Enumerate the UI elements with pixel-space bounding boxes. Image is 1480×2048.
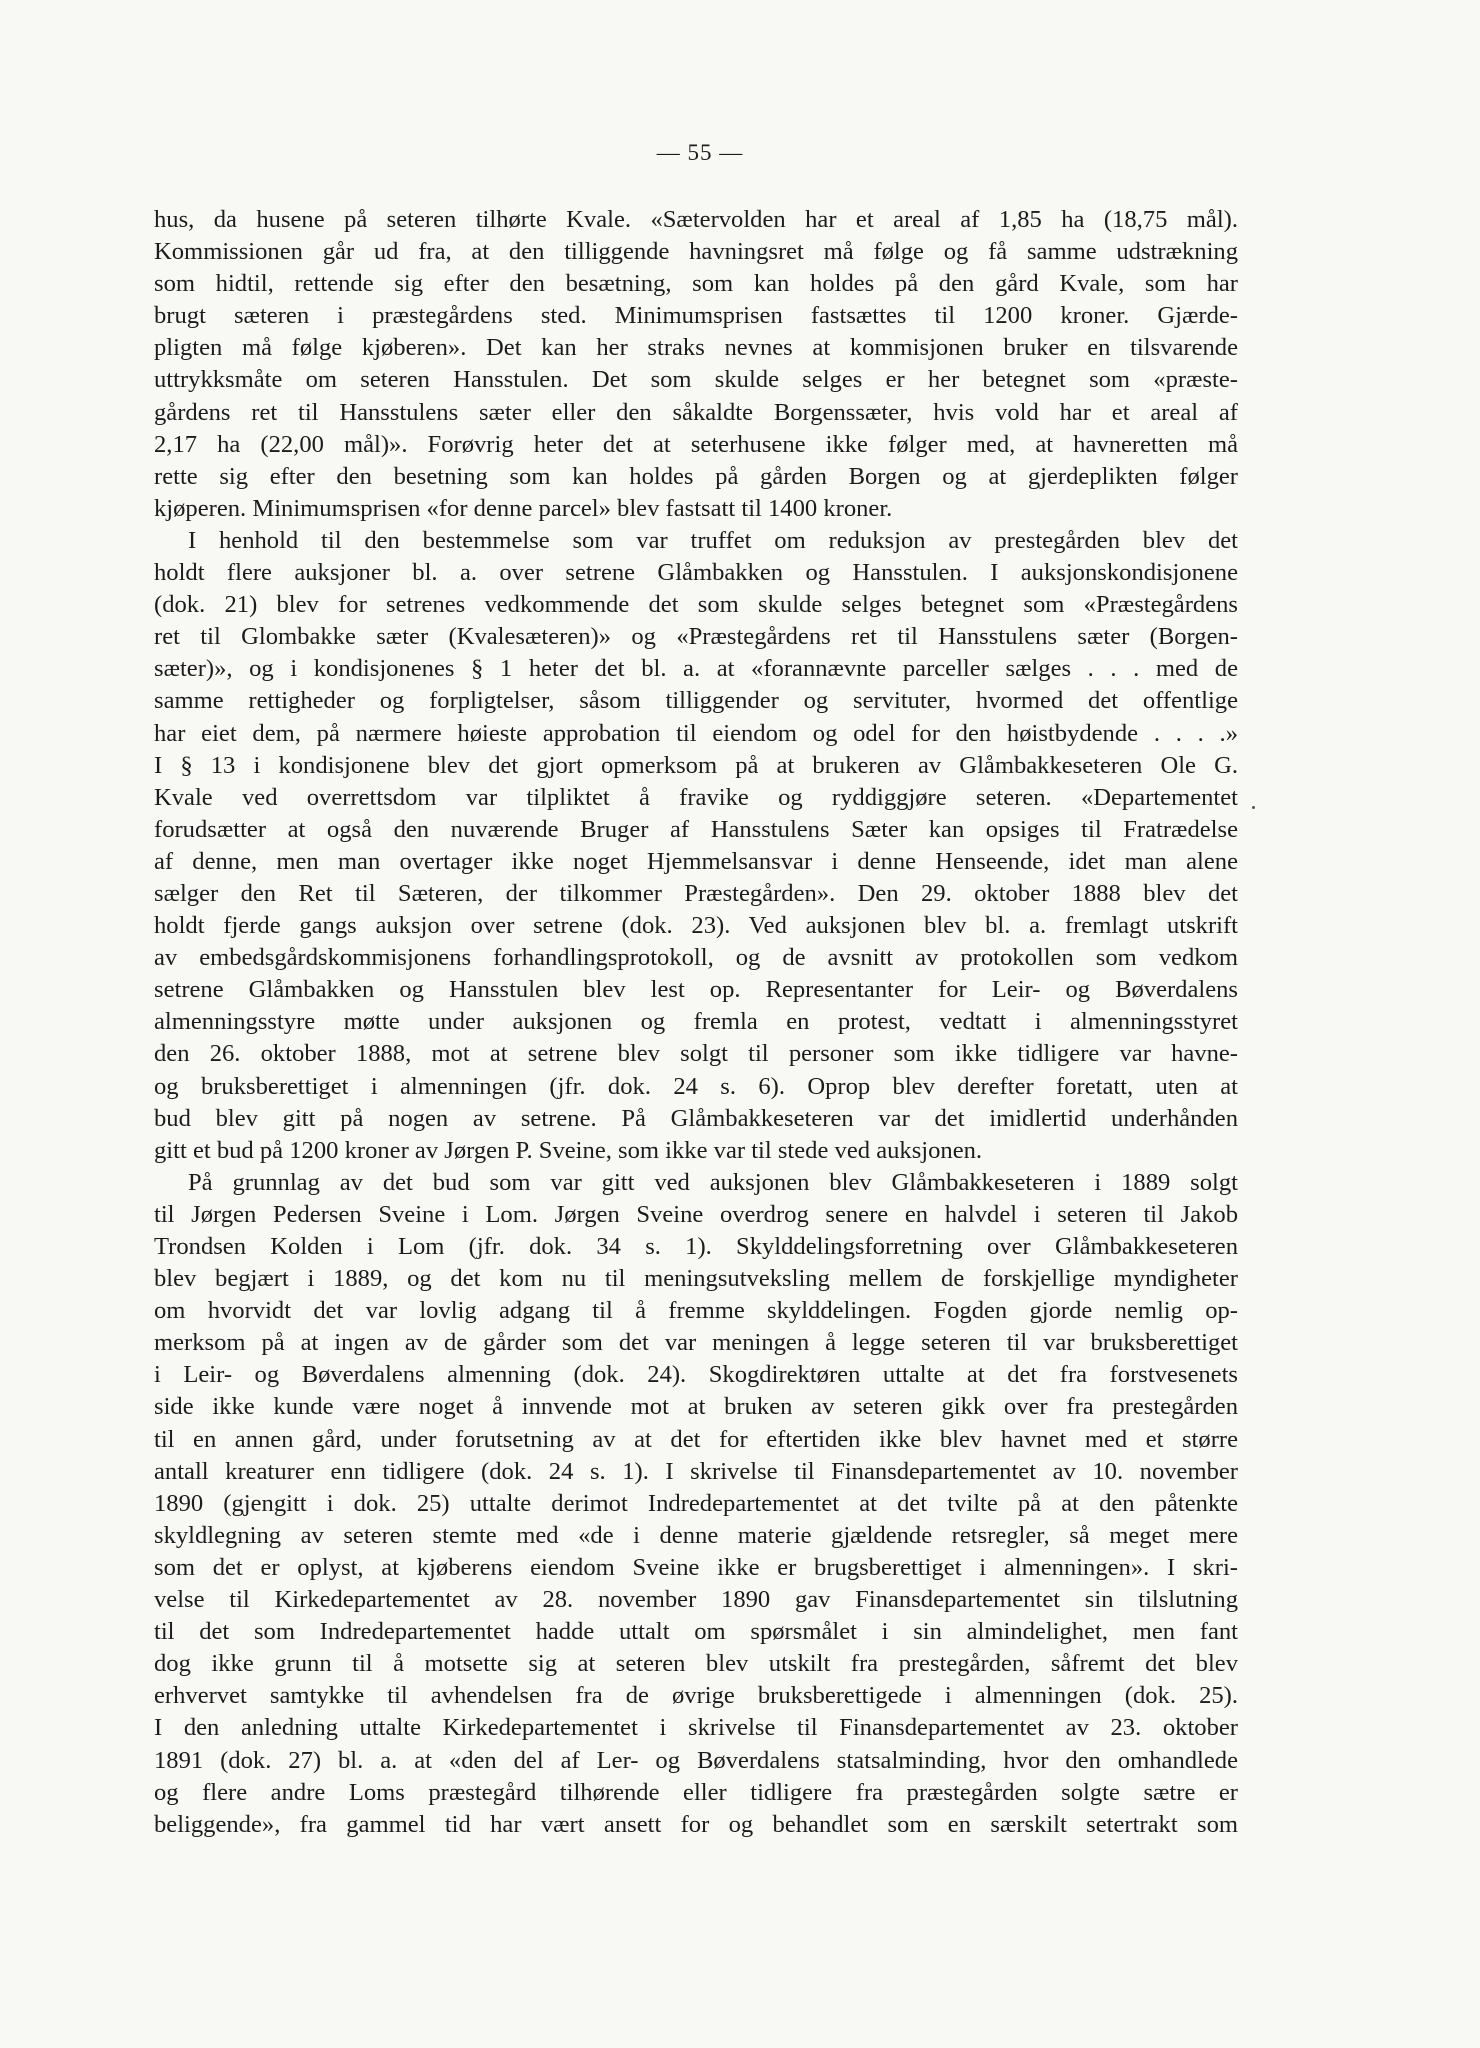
text-line: i Leir- og Bøverdalens almenning (dok. 24). Skogdirektøren uttalte at det fra forstvesenets [154, 1361, 1238, 1389]
text-line: holdt flere auksjoner bl. a. over setrene Glåmbakken og Hansstulen. I auksjonskondisjonene [154, 559, 1238, 587]
text-line: brugt sæteren i præstegårdens sted. Minimumsprisen fastsættes til 1200 kroner. Gjærde- [154, 302, 1238, 330]
text-line: dog ikke grunn til å motsette sig at seteren blev utskilt fra prestegården, såfremt det blev [154, 1650, 1238, 1678]
text-line: blev begjært i 1889, og det kom nu til meningsutveksling mellem de forskjellige myndigheter [154, 1265, 1238, 1293]
text-line: skyldlegning av seteren stemte med «de i denne materie gjældende retsregler, så meget mere [154, 1521, 1238, 1549]
text-line: har eiet dem, på nærmere høieste approbation til eiendom og odel for den høistbydende . . . .» [154, 719, 1238, 747]
text-line: hus, da husene på seteren tilhørte Kvale. «Sætervolden har et areal af 1,85 ha (18,75 mål). [154, 206, 1238, 233]
text-line: 1891 (dok. 27) bl. a. at «den del af Ler- og Bøverdalens statsalminding, hvor den omhandlede [154, 1746, 1238, 1774]
text-line: og flere andre Loms præstegård tilhørende eller tidligere fra præstegården solgte sætre er [154, 1778, 1238, 1806]
text-line: setrene Glåmbakken og Hansstulen blev lest op. Representanter for Leir- og Bøverdalens [154, 976, 1238, 1004]
body-text [154, 204, 1238, 1841]
text-line: forudsætter at også den nuværende Bruger af Hansstulens Sæter kan opsiges til Fratrædelse [154, 815, 1238, 843]
text-line: gitt et bud på 1200 kroner av Jørgen P. Sveine, som ikke var til stede ved auksjonen. [154, 1136, 983, 1164]
text-line: antall kreaturer enn tidligere (dok. 24 s. 1). I skrivelse til Finansdepartementet av 10. november [154, 1457, 1238, 1485]
page-number: — 55 — [656, 140, 744, 165]
text-line: 2,17 ha (22,00 mål)». Forøvrig heter det at seterhusene ikke følger med, at havneretten må [154, 430, 1238, 458]
text-line: side ikke kunde være noget å innvende mot at bruken av seteren gikk over fra prestegården [154, 1393, 1238, 1421]
text-line: pligten må følge kjøberen». Det kan her straks nevnes at kommisjonen bruker en tilsvarende [154, 334, 1238, 362]
text-line: av embedsgårdskommisjonens forhandlingsprotokoll, og de avsnitt av protokollen som vedkom [154, 944, 1238, 972]
margin-mark [1252, 806, 1255, 809]
text-line: og bruksberettiget i almenningen (jfr. dok. 24 s. 6). Oprop blev derefter foretatt, uten at [154, 1072, 1238, 1100]
text-line: beliggende», fra gammel tid har vært ansett for og behandlet som en særskilt setertrakt som [154, 1810, 1238, 1838]
text-line: Kommissionen går ud fra, at den tilliggende havningsret må følge og få samme udstrækning [154, 238, 1238, 266]
text-line: I henhold til den bestemmelse som var truffet om reduksjon av prestegården blev det [188, 526, 1238, 554]
text-line: På grunnlag av det bud som var gitt ved auksjonen blev Glåmbakkeseteren i 1889 solgt [188, 1168, 1238, 1196]
text-line: som hidtil, rettende sig efter den besætning, som kan holdes på den gård Kvale, som har [154, 270, 1238, 298]
text-line: sæter)», og i kondisjonenes § 1 heter det bl. a. at «forannævnte parceller sælges . . . med de [154, 655, 1238, 683]
text-line: den 26. oktober 1888, mot at setrene blev solgt til personer som ikke tidligere var havne- [154, 1040, 1238, 1068]
text-line: holdt fjerde gangs auksjon over setrene (dok. 23). Ved auksjonen blev bl. a. fremlagt utskrift [154, 912, 1238, 940]
text-line: samme rettigheder og forpligtelser, såsom tilliggender og servituter, hvormed det offentlige [154, 687, 1238, 715]
text-line: kjøperen. Minimumsprisen «for denne parcel» blev fastsatt til 1400 kroner. [154, 494, 893, 522]
text-line: sælger den Ret til Sæteren, der tilkommer Præstegården». Den 29. oktober 1888 blev det [154, 879, 1238, 907]
text-line: som det er oplyst, at kjøberens eiendom Sveine ikke er brugsberettiget i almenningen». I skri- [154, 1553, 1238, 1581]
text-line: bud blev gitt på nogen av setrene. På Glåmbakkeseteren var det imidlertid underhånden [154, 1104, 1238, 1132]
text-line: I § 13 i kondisjonene blev det gjort opmerksom på at brukeren av Glåmbakkeseteren Ole G. [154, 751, 1238, 779]
text-line: ret til Glombakke sæter (Kvalesæteren)» og «Præstegårdens ret til Hansstulens sæter (Borgen- [154, 623, 1238, 651]
text-line: 1890 (gjengitt i dok. 25) uttalte derimot Indredepartementet at det tvilte på at den påtenkte [154, 1489, 1238, 1517]
text-line: rette sig efter den besetning som kan holdes på gården Borgen og at gjerdeplikten følger [154, 462, 1238, 490]
text-line: merksom på at ingen av de gårder som det var meningen å legge seteren til var bruksberettiget [154, 1329, 1238, 1357]
text-line: Kvale ved overrettsdom var tilpliktet å fravike og ryddiggjøre seteren. «Departementet [154, 783, 1238, 811]
text-line: gårdens ret til Hansstulens sæter eller den såkaldte Borgenssæter, hvis vold har et areal af [154, 398, 1238, 426]
text-line: Trondsen Kolden i Lom (jfr. dok. 34 s. 1). Skylddelingsforretning over Glåmbakkeseteren [154, 1233, 1238, 1260]
text-line: uttrykksmåte om seteren Hansstulen. Det som skulde selges er her betegnet som «præste- [154, 366, 1238, 394]
text-line: til Jørgen Pedersen Sveine i Lom. Jørgen Sveine overdrog senere en halvdel i seteren til Jakob [154, 1200, 1238, 1228]
text-line: til en annen gård, under forutsetning av at det for eftertiden ikke blev havnet med et større [154, 1425, 1238, 1453]
text-line: I den anledning uttalte Kirkedepartementet i skrivelse til Finansdepartementet av 23. oktober [154, 1714, 1238, 1742]
text-line: om hvorvidt det var lovlig adgang til å fremme skylddelingen. Fogden gjorde nemlig op- [154, 1297, 1238, 1325]
text-line: af denne, men man overtager ikke noget Hjemmelsansvar i denne Henseende, idet man alene [154, 847, 1238, 875]
text-line: erhvervet samtykke til avhendelsen fra de øvrige bruksberettigede i almenningen (dok. 25). [154, 1682, 1238, 1710]
text-line: almenningsstyre møtte under auksjonen og fremla en protest, vedtatt i almenningsstyret [154, 1008, 1238, 1036]
text-line: til det som Indredepartementet hadde uttalt om spørsmålet i sin almindelighet, men fant [154, 1618, 1238, 1646]
text-line: velse til Kirkedepartementet av 28. november 1890 gav Finansdepartementet sin tilslutning [154, 1586, 1238, 1614]
text-line: (dok. 21) blev for setrenes vedkommende det som skulde selges betegnet som «Præstegårdens [154, 591, 1238, 619]
